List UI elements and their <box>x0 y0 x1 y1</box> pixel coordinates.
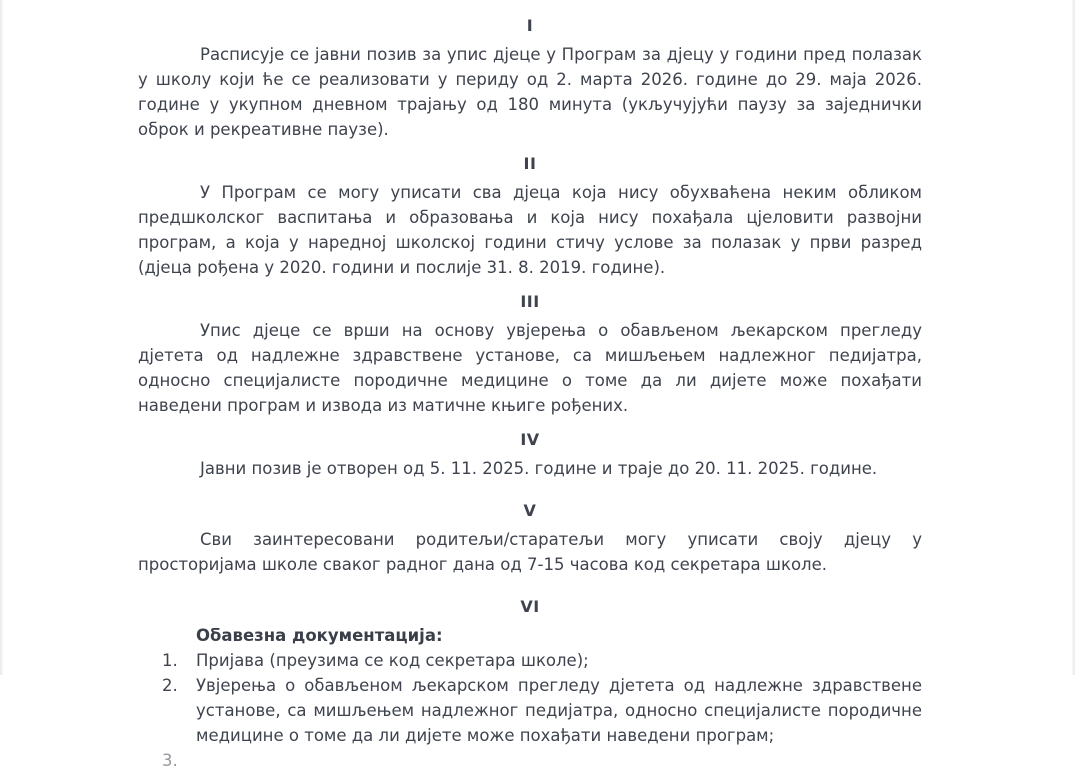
section-3-paragraph: Упис дјеце се врши на основу увјерења о обављеном љекарском прегледу дјетета од надлежне здравствене установе, са мишљењем надлежног педијатра, односно специјалисте породичне медицине о томе да ли дијете може похађати наведени програм и извода из матичне књиге рођених. <box>138 321 922 415</box>
list-item-marker: 3. <box>162 751 178 770</box>
list-item-marker: 2. <box>162 676 178 695</box>
required-documents-heading: Обавезна документација: <box>196 626 443 645</box>
section-numeral-4: IV <box>520 430 540 449</box>
list-item <box>138 648 922 673</box>
required-documents-list <box>138 648 922 770</box>
list-item <box>138 673 922 748</box>
section-2-paragraph: У Програм се могу уписати сва дјеца која нису обухваћена неким обликом предшколског васпитања и образовања и која нису похађала цјеловити развојни програм, а која у наредној школској години стичу услове за полазак у први разред (дјеца рођена у 2020. години и послије 31. 8. 2019. године). <box>138 183 922 277</box>
list-item-text: Увјерења о обављеном љекарском прегледу дјетета од надлежне здравствене установе, са мишљењем надлежног педијатра, односно специјалисте породичне медицине о томе да ли дијете може похађати наведени програм; <box>196 676 922 745</box>
document-text-column <box>138 0 922 770</box>
page-left-edge <box>0 0 3 675</box>
list-item-text: Пријава (преузима се код секретара школе); <box>196 651 589 670</box>
section-numeral-1: I <box>526 16 534 35</box>
section-4-paragraph: Јавни позив је отворен од 5. 11. 2025. године и траје до 20. 11. 2025. године. <box>200 459 878 478</box>
section-numeral-3: III <box>520 292 540 311</box>
section-5-paragraph: Сви заинтересовани родитељи/старатељи могу уписати своју дјецу у просторијама школе сваког радног дана од 7-15 часова код секретара школе. <box>138 530 922 574</box>
section-numeral-5: V <box>523 501 537 520</box>
list-item-marker: 1. <box>162 651 178 670</box>
section-1-paragraph: Расписује се јавни позив за упис дјеце у Програм за дјецу у години пред полазак у школу који ће се реализовати у периду од 2. марта 2026. године до 29. маја 2026. године у укупном дневном трајању од 180 минута (укључујући паузу за заједнички оброк и рекреативне паузе). <box>138 45 922 139</box>
section-numeral-6: VI <box>520 597 540 616</box>
section-numeral-2: II <box>523 154 537 173</box>
list-item <box>138 748 922 770</box>
